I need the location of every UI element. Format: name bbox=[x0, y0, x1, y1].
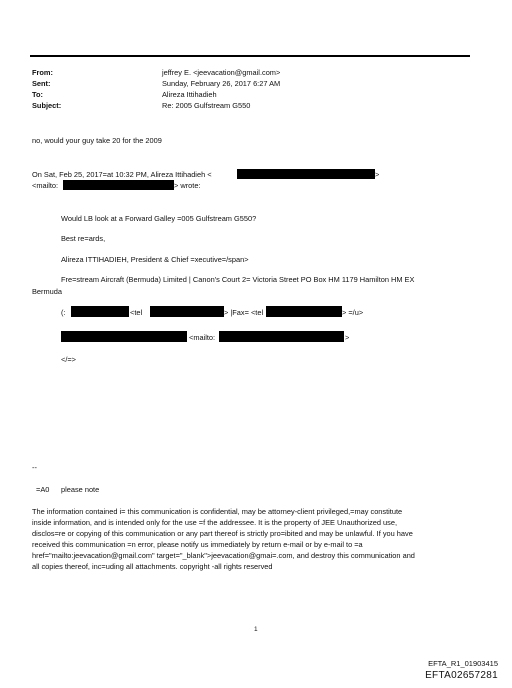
header-rule bbox=[30, 55, 470, 57]
quote-wrote: > wrote: bbox=[174, 181, 201, 190]
contact-open: (: bbox=[61, 308, 66, 317]
from-value: jeffrey E. <jeevacation@gmail.com> bbox=[162, 68, 281, 77]
dash-separator: -- bbox=[32, 463, 37, 472]
disclaimer-line: inside information, and is intended only for the use =f the addressee. It is the property of JEE Unauthorized use, bbox=[32, 518, 398, 527]
redaction-block bbox=[63, 180, 174, 190]
redaction-block bbox=[237, 169, 375, 179]
to-label: To: bbox=[32, 90, 43, 99]
redaction-block bbox=[150, 306, 224, 317]
quote-header-line1: On Sat, Feb 25, 2017=at 10:32 PM, Alireza Ittihadieh < bbox=[32, 170, 212, 179]
quoted-regards: Best re=ards, bbox=[61, 234, 106, 243]
disclaimer-line: disclos=re or copying of this communication or any part thereof is strictly pro=ibited and may be unlawful. If you have bbox=[32, 529, 413, 538]
quote-header-close: > bbox=[375, 170, 380, 179]
please-note: please note bbox=[61, 485, 100, 494]
from-label: From: bbox=[32, 68, 53, 77]
footer-id-2: EFTA02657281 bbox=[425, 670, 498, 681]
redaction-block bbox=[61, 331, 187, 342]
company-address-line1: Fre=stream Aircraft (Bermuda) Limited | Canon's Court 2= Victoria Street PO Box HM 1179 Hamilton HM EX bbox=[61, 275, 415, 284]
redaction-block bbox=[219, 331, 344, 342]
fax-label: > |Fax= <tel bbox=[224, 308, 264, 317]
quoted-signature: Alireza ITTIHADIEH, President & Chief =xecutive=/span> bbox=[61, 255, 249, 264]
to-value: Alireza Ittihadieh bbox=[162, 90, 217, 99]
a0-marker: =A0 bbox=[36, 485, 50, 494]
u-close: > =/u> bbox=[342, 308, 364, 317]
redaction-block bbox=[266, 306, 342, 317]
footer-id-1: EFTA_R1_01903415 bbox=[428, 659, 498, 668]
quoted-question: Would LB look at a Forward Galley =005 Gulfstream G550? bbox=[61, 214, 257, 223]
company-address-line2: Bermuda bbox=[32, 287, 62, 296]
reply-text: no, would your guy take 20 for the 2009 bbox=[32, 136, 162, 145]
disclaimer-line: received this communication =n error, please notify us immediately by return e-mail or by e-mail to =a bbox=[32, 540, 363, 549]
disclaimer-line: The information contained i= this communication is confidential, may be attorney-client privileged,=may constitute bbox=[32, 507, 403, 516]
mailto-label: <mailto: bbox=[189, 333, 216, 342]
mailto-close: > bbox=[345, 333, 350, 342]
tel-label: <tel bbox=[130, 308, 143, 317]
sent-value: Sunday, February 26, 2017 6:27 AM bbox=[162, 79, 281, 88]
subject-label: Subject: bbox=[32, 101, 62, 110]
tag-close: </=> bbox=[61, 355, 77, 364]
redaction-block bbox=[71, 306, 129, 317]
disclaimer-line: all copies thereof, inc=uding all attachments. copyright -all rights reserved bbox=[32, 562, 273, 571]
sent-label: Sent: bbox=[32, 79, 51, 88]
quote-header-line2: <mailto: bbox=[32, 181, 59, 190]
subject-value: Re: 2005 Gulfstream G550 bbox=[162, 101, 251, 110]
disclaimer-line: href="mailto:jeevacation@gmail.com" target="_blank">jeevacation@gmai=.com, and destroy this communication and bbox=[32, 551, 415, 560]
page-number: 1 bbox=[254, 626, 258, 633]
